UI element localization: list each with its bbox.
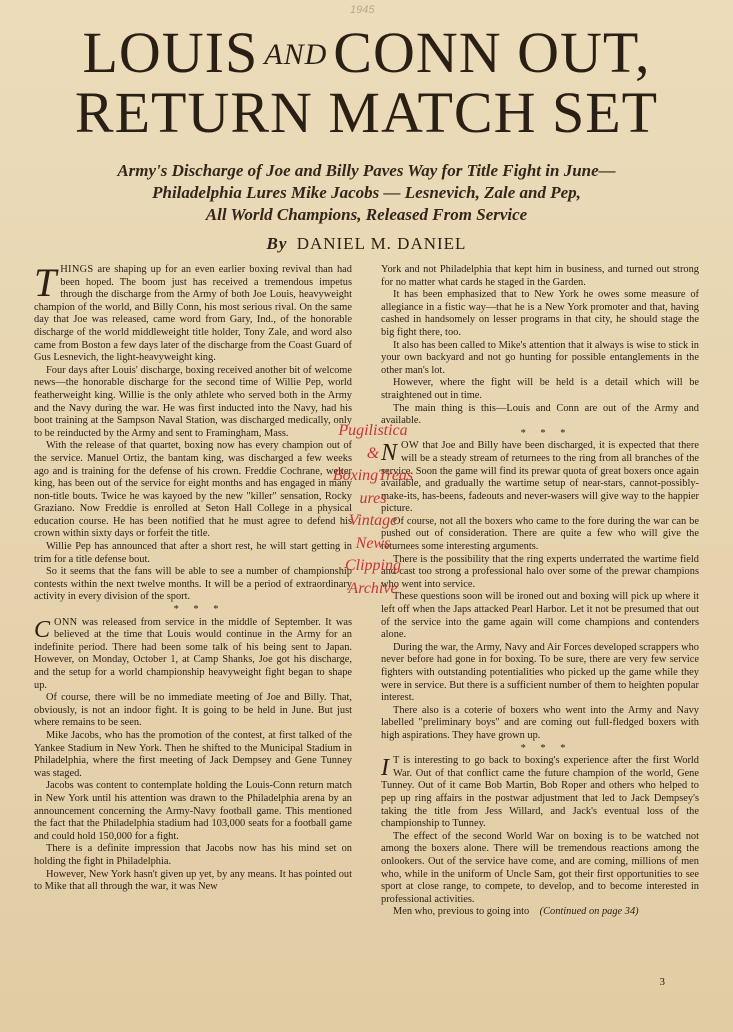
byline-by: By [266,234,288,253]
paragraph-text: that Joe and Billy have been discharged, it is expected that there will be a steady stream of returnees to the ring from all branches of the service. Soon the game will find its prewar quota of great boxers once again available, and gradually the wartime setup of near-stars, cannot-possibly-make-its, has-beens, fadeouts and never-wasers will give way to the happier picture. [381,440,699,515]
section-divider: * * * [520,427,572,439]
paragraph: There is the possibility that the ring experts underrated the wartime field and cast too strong a professional halo over some of the prewar champions who went into service. [381,553,699,590]
paragraph: Of course, there will be no immediate meeting of Joe and Billy. That, obviously, is not an indoor fight. It is going to be held in June. But just where remains to be seen. [34,692,352,729]
paragraph: The main thing is this—Louis and Conn are out of the Army and available. [381,402,699,427]
pencil-note: 1945 [350,4,375,16]
paragraph-text: Men who, previous to going into [393,906,530,918]
headline-line-2: RETURN MATCH SET [74,80,659,145]
section-lead-paragraph [381,755,699,831]
lead-word: OW [401,440,419,452]
section-lead-paragraph [34,617,352,693]
subheadline-line-1: Army's Discharge of Joe and Billy Paves Way for Title Fight in June— [117,161,616,180]
drop-cap: C [34,616,51,643]
paragraph: Willie Pep has announced that after a short rest, he will start getting in trim for a title defense bout. [34,541,352,565]
subheadline-line-2: Philadelphia Lures Mike Jacobs — Lesnevich, Zale and Pep, [152,183,581,202]
watermark-line: Clipping [344,557,401,574]
paragraph: It also has been called to Mike's attention that it always is wise to stick in your own backyard and not go hunting for possible entanglements in the other man's lot. [381,339,699,376]
watermark-line: Pugilistica [338,422,408,439]
paragraph: Four days after Louis' discharge, boxing received another bit of welcome news—the honorable discharge for the second time of Willie Pep, world featherweight king. Willie is the only athlete who served both in the Army and the Navy during the war. He was first inducted into the Navy, had his boot training at the Sampson Naval Station, was discharged medically, only to be reinducted by the Army and sent to Framingham, Mass. [34,364,352,439]
watermark-line: ures [359,489,387,507]
paragraph: However, where the fight will be held is a detail which will be straightened out in time. [381,377,699,401]
headline-conn-out: CONN OUT, [333,20,651,85]
headline-line-1 [34,20,699,85]
paragraph: With the release of that quartet, boxing now has every champion out of the service. Manuel Ortiz, the bantam king, was discharged a few weeks ago and is training for the defense of his crown. Freddie Cochrane, welter king, has been out of the service for eight months and has engaged in many non-title bouts. Twice he was kayoed by the new "killer" sensation, Rocky Graziano. Now Freddie is enrolled at Seton Hall College in a physical education course. He has been notified that he must agree to defend his crown within sixty days or forfeit the title. [34,440,352,540]
paragraph: York and not Philadelphia that kept him in business, and turned out strong for no matter what cards he staged in the Garden. [381,264,699,288]
byline-author: DANIEL M. DANIEL [296,234,467,253]
paragraph: Jacobs was content to contemplate holding the Louis-Conn return match in New York until his attention was drawn to the Philadelphia arena by an announcement concerning the Army-Navy football game. This mentioned the fact that the Philadelphia stadium had 103,000 seats for a football game and could hold 150,000 for a fight. [34,780,352,842]
paragraph: However, New York hasn't given up yet, by any means. It has pointed out to Mike that all through the war, it was New [34,868,352,893]
intro-paragraph [34,260,352,365]
headline-louis: LOUIS [82,20,259,85]
paragraph: During the war, the Army, Navy and Air Forces developed scrappers who never before had gone in for boxing. To be sure, there are very few service fighters with outstanding potentialities who picked up the game while they were in service. But there is a sufficient number of them to heighten popular interest. [381,641,699,704]
page-number: 3 [659,976,665,988]
paragraph: Mike Jacobs, who has the promotion of the contest, at first talked of the Yankee Stadium in New York. Then he shifted to the Municipal Stadium in Philadelphia, where the first meeting of Jack Dempsey and Gene Tunney was staged. [34,729,352,779]
paragraph: It has been emphasized that to New York he owes some measure of allegiance in a fistic way—that he is a New York promoter and that, having cashed in handsomely on lesser programs in that city, he should stage the big fight there, too. [381,289,699,338]
paragraph: These questions soon will be ironed out and boxing will pick up where it left off when the Japs attacked Pearl Harbor. Let it not be presumed that out of the service into the game again will come champions and contenders alone. [381,591,699,641]
paragraph-text: was released from service in the middle of September. It was believed at the time that Louis would continue in the Army for an indefinite period. There had been some talk of his being sent to Japan. However, on Monday, October 1, at Camp Shanks, Joe got his discharge, and the setup for a world championship heavyweight fight began to shape up. [34,616,352,691]
watermark-line: News [355,534,391,552]
drop-cap: T [34,260,57,305]
paragraph-text: T is interesting to go back to boxing's experience after the first World War. Out of that conflict came the future champion of the world, Gene Tunney. Out of it came Bob Martin, Bob Roper and others who helped to pep up ring affairs in the postwar adjustment that led to Jack Dempsey's taking the title from Jess Willard, and Jack's eventual loss of the championship to Tunney. [381,755,699,830]
lead-word: ONN [54,616,78,628]
watermark-line: Vintage [348,512,398,529]
paragraph [381,906,699,919]
left-column [34,260,352,919]
paragraph-text: are shaping up for an even earlier boxing revival than had been hoped. The boom just has received a tremendous impetus through the discharge from the Army of both Joe Louis, heavyweight champion of the world, and Billy Conn, his most serious rival. On the same day that Joe was released, came word from Gary, Ind., of the honorable discharge of the world middleweight title holder, Tony Zale, and word also came from Boston a few days later of the discharge from the Coast Guard of Gus Lesnevich, the light-heavyweight king. [34,264,352,364]
headline-and: AND [264,38,328,71]
watermark-line: Archive [348,579,398,597]
byline [34,234,699,254]
headline [34,20,699,145]
archive-watermark [308,420,438,600]
paragraph: There also is a coterie of boxers who went into the Army and Navy labelled "preliminary boys" and are coming out full-fledged boxers with high aspirations. They have grown up. [381,704,699,741]
lead-word: HINGS [60,264,94,275]
paragraph: So it seems that the fans will be able to see a number of championship contests within the next twelve months. It will be a period of extraordinary activity in every division of the sport. [34,566,352,603]
watermark-line: & [366,444,380,462]
section-divider: * * * [520,742,572,754]
section-divider: * * * [173,604,225,616]
subheadline-line-3: All World Champions, Released From Service [205,205,528,224]
paragraph: There is a definite impression that Jacobs now has his mind set on holding the fight in Philadelphia. [34,843,352,867]
paragraph: The effect of the second World War on boxing is to be watched not among the boxers alone. There will be tremendous reactions among the onlookers. Out of the service have come, and are coming, millions of men who, while in the uniform of Uncle Sam, got their first opportunities to see sport at close range, to compete, to develop, and to become interested in professional activities. [381,830,699,905]
paragraph: Of course, not all the boxers who came to the fore during the war can be pushed out of consideration. There are quite a few who will give the returnees some interesting arguments. [381,515,699,553]
drop-cap: N [381,440,398,467]
drop-cap: I [381,755,389,782]
subheadline [34,160,699,226]
continued-note: (Continued on page 34) [539,906,639,918]
watermark-line: BoxingTreas [332,467,414,484]
